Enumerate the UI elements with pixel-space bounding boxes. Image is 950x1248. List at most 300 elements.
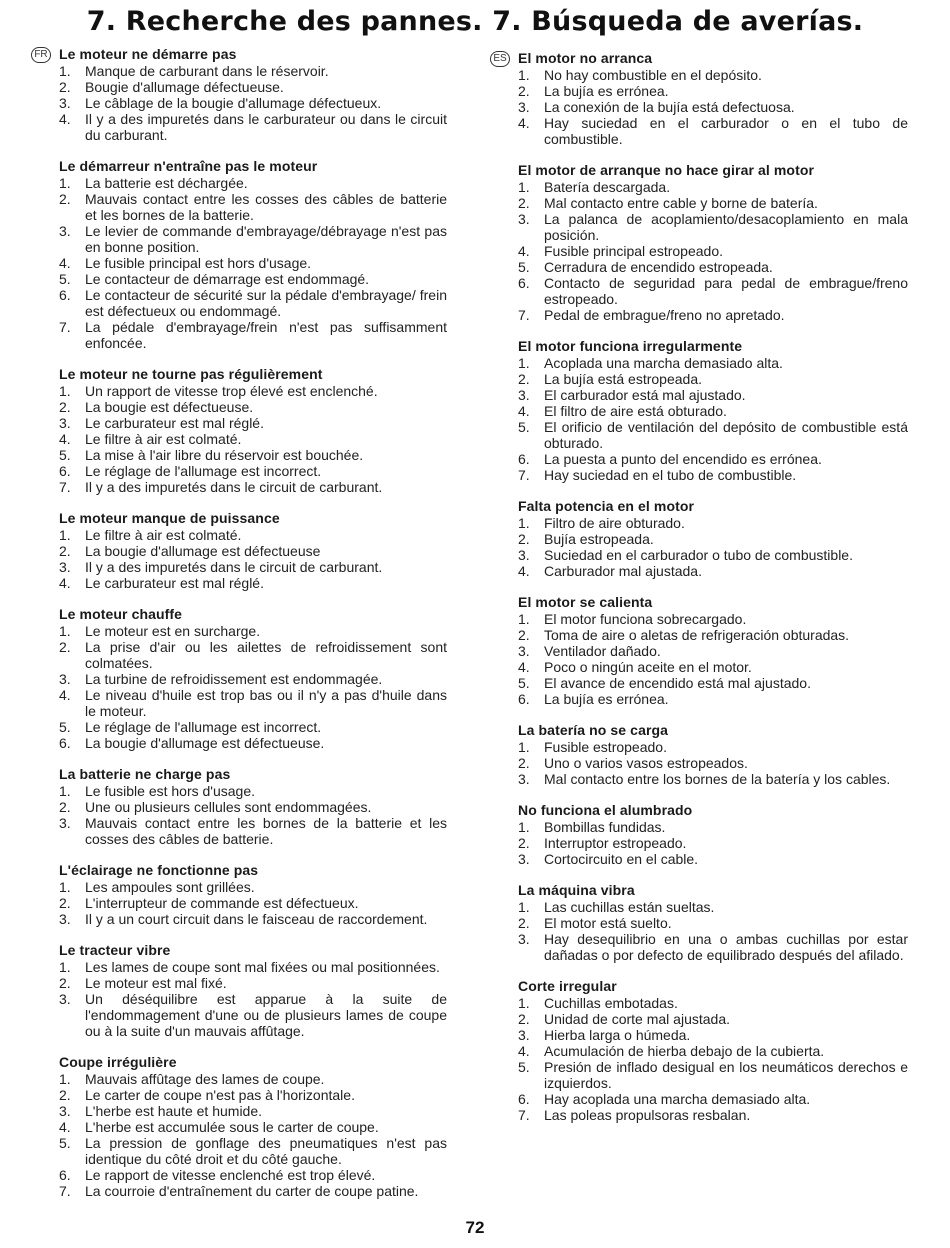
language-badge-es: ES <box>490 51 510 67</box>
troubleshooting-section <box>31 942 449 1039</box>
cause-item <box>490 467 910 483</box>
item-number: 2. <box>59 799 71 815</box>
item-number: 5. <box>518 675 530 691</box>
item-text: Pedal de embrague/freno no apretado. <box>544 307 785 323</box>
item-text: Toma de aire o aletas de refrigeración obturadas. <box>544 627 850 643</box>
cause-item <box>31 479 449 495</box>
cause-item <box>490 451 910 467</box>
item-text: Fusible estropeado. <box>544 739 667 755</box>
cause-item <box>490 1011 910 1027</box>
item-text: Filtro de aire obturado. <box>544 515 685 531</box>
cause-item <box>490 771 910 787</box>
item-number: 2. <box>59 895 71 911</box>
item-number: 1. <box>518 899 530 915</box>
item-text: Le câblage de la bougie d'allumage défectueux. <box>85 95 382 111</box>
item-number: 6. <box>518 275 530 291</box>
item-text: Las cuchillas están sueltas. <box>544 899 715 915</box>
cause-item <box>490 211 910 243</box>
item-number: 1. <box>518 515 530 531</box>
item-text: La bujía es errónea. <box>544 83 669 99</box>
item-number: 1. <box>59 623 71 639</box>
section-heading: La batterie ne charge pas <box>59 766 231 782</box>
item-number: 4. <box>59 1119 71 1135</box>
troubleshooting-section <box>490 338 910 483</box>
troubleshooting-section <box>490 162 910 323</box>
item-number: 4. <box>518 403 530 419</box>
item-number: 2. <box>59 975 71 991</box>
section-heading: Le moteur manque de puissance <box>59 510 280 526</box>
cause-item <box>31 63 449 79</box>
cause-item <box>31 687 449 719</box>
cause-item <box>490 515 910 531</box>
cause-item <box>490 115 910 147</box>
item-text: Il y a des impuretés dans le circuit de carburant. <box>85 479 383 495</box>
item-text: Hay suciedad en el tubo de combustible. <box>544 467 797 483</box>
cause-list <box>31 1071 449 1199</box>
cause-item <box>490 755 910 771</box>
cause-item <box>31 271 449 287</box>
cause-item <box>31 991 449 1039</box>
item-text: Le filtre à air est colmaté. <box>85 431 242 447</box>
cause-item <box>490 1059 910 1091</box>
item-number: 3. <box>518 931 530 947</box>
cause-item <box>31 191 449 223</box>
item-number: 3. <box>518 547 530 563</box>
troubleshooting-section <box>490 978 910 1123</box>
item-text: Il y a un court circuit dans le faisceau de raccordement. <box>85 911 428 927</box>
item-number: 3. <box>518 851 530 867</box>
page-number: 72 <box>465 1218 485 1237</box>
cause-item <box>31 1119 449 1135</box>
cause-item <box>490 531 910 547</box>
cause-item <box>31 1071 449 1087</box>
item-text: Manque de carburant dans le réservoir. <box>85 63 329 79</box>
item-text: La pression de gonflage des pneumatiques n'est pas identique du côté droit et du côté gauche. <box>85 1135 447 1167</box>
cause-item <box>490 899 910 915</box>
cause-item <box>31 415 449 431</box>
item-number: 2. <box>59 639 71 655</box>
item-number: 1. <box>59 383 71 399</box>
page-title: 7. Recherche des pannes. 7. Búsqueda de averías. <box>86 6 864 37</box>
section-heading: Le moteur ne tourne pas régulièrement <box>59 366 323 382</box>
item-text: Les ampoules sont grillées. <box>85 879 255 895</box>
item-text: Hierba larga o húmeda. <box>544 1027 691 1043</box>
cause-item <box>31 879 449 895</box>
cause-item <box>31 79 449 95</box>
item-text: La mise à l'air libre du réservoir est bouchée. <box>85 447 364 463</box>
cause-item <box>490 403 910 419</box>
item-text: Contacto de seguridad para pedal de embrague/freno estropeado. <box>544 275 908 307</box>
item-number: 2. <box>518 627 530 643</box>
cause-item <box>490 371 910 387</box>
item-number: 1. <box>518 819 530 835</box>
item-text: Les lames de coupe sont mal fixées ou mal positionnées. <box>85 959 440 975</box>
cause-item <box>31 783 449 799</box>
item-number: 4. <box>59 431 71 447</box>
cause-item <box>31 399 449 415</box>
cause-item <box>490 931 910 963</box>
troubleshooting-section <box>31 510 449 591</box>
item-number: 1. <box>59 879 71 895</box>
cause-item <box>31 671 449 687</box>
section-heading: No funciona el alumbrado <box>518 802 693 818</box>
cause-list <box>490 739 910 787</box>
section-heading: Le moteur chauffe <box>59 606 183 622</box>
section-heading: La batería no se carga <box>518 722 669 738</box>
cause-item <box>31 719 449 735</box>
item-number: 3. <box>59 671 71 687</box>
item-number: 1. <box>59 175 71 191</box>
cause-item <box>490 275 910 307</box>
item-number: 1. <box>518 611 530 627</box>
item-text: Mauvais contact entre les bornes de la batterie et les cosses des câbles de batterie. <box>85 815 447 847</box>
item-number: 5. <box>59 447 71 463</box>
item-text: Le réglage de l'allumage est incorrect. <box>85 719 322 735</box>
item-text: Le filtre à air est colmaté. <box>85 527 242 543</box>
item-number: 3. <box>59 991 71 1007</box>
item-number: 7. <box>59 479 71 495</box>
cause-list <box>490 67 910 147</box>
item-number: 1. <box>59 959 71 975</box>
cause-item <box>31 1103 449 1119</box>
cause-item <box>31 799 449 815</box>
item-number: 4. <box>59 111 71 127</box>
cause-item <box>490 643 910 659</box>
item-text: Le fusible principal est hors d'usage. <box>85 255 312 271</box>
item-number: 2. <box>59 399 71 415</box>
item-text: Il y a des impuretés dans le circuit de carburant. <box>85 559 383 575</box>
item-text: La bougie d'allumage est défectueuse. <box>85 735 325 751</box>
item-number: 6. <box>518 691 530 707</box>
item-number: 5. <box>59 1135 71 1151</box>
item-text: Hay desequilibrio en una o ambas cuchillas por estar dañadas o por defecto de equilibrado después del afilado. <box>544 931 908 963</box>
item-text: La bujía está estropeada. <box>544 371 703 387</box>
item-text: La palanca de acoplamiento/desacoplamiento en mala posición. <box>544 211 908 243</box>
item-text: Un déséquilibre est apparue à la suite de l'endommagement d'une ou de plusieurs lames de coupe ou à la suite d'un mauvais affûtage. <box>85 991 447 1039</box>
item-text: Le carburateur est mal réglé. <box>85 415 264 431</box>
item-number: 2. <box>59 191 71 207</box>
item-text: El avance de encendido está mal ajustado. <box>544 675 811 691</box>
item-number: 3. <box>518 99 530 115</box>
item-number: 7. <box>59 319 71 335</box>
cause-item <box>490 1027 910 1043</box>
cause-item <box>490 307 910 323</box>
item-number: 6. <box>59 1167 71 1183</box>
cause-item <box>31 639 449 671</box>
item-text: Carburador mal ajustada. <box>544 563 702 579</box>
item-text: La turbine de refroidissement est endommagée. <box>85 671 383 687</box>
item-number: 6. <box>518 1091 530 1107</box>
item-number: 2. <box>518 835 530 851</box>
section-heading: Le démarreur n'entraîne pas le moteur <box>59 158 318 174</box>
cause-item <box>31 527 449 543</box>
item-text: Le carburateur est mal réglé. <box>85 575 264 591</box>
item-text: La batterie est déchargée. <box>85 175 248 191</box>
cause-item <box>31 319 449 351</box>
cause-list <box>490 995 910 1123</box>
cause-item <box>31 623 449 639</box>
item-number: 5. <box>518 259 530 275</box>
cause-item <box>490 739 910 755</box>
item-number: 6. <box>518 451 530 467</box>
item-text: Suciedad en el carburador o tubo de combustible. <box>544 547 853 563</box>
item-text: Le niveau d'huile est trop bas ou il n'y a pas d'huile dans le moteur. <box>85 687 447 719</box>
item-number: 3. <box>59 223 71 239</box>
item-number: 4. <box>59 687 71 703</box>
item-text: El orificio de ventilación del depósito de combustible está obturado. <box>544 419 908 451</box>
cause-item <box>490 611 910 627</box>
item-number: 1. <box>59 1071 71 1087</box>
item-number: 2. <box>518 1011 530 1027</box>
item-text: No hay combustible en el depósito. <box>544 67 762 83</box>
item-text: Mauvais affûtage des lames de coupe. <box>85 1071 325 1087</box>
cause-list <box>31 879 449 927</box>
cause-item <box>31 287 449 319</box>
item-text: Une ou plusieurs cellules sont endommagées. <box>85 799 372 815</box>
item-text: El filtro de aire está obturado. <box>544 403 727 419</box>
item-number: 6. <box>59 287 71 303</box>
item-number: 2. <box>518 371 530 387</box>
cause-item <box>490 915 910 931</box>
cause-list <box>31 783 449 847</box>
item-text: Le rapport de vitesse enclenché est trop élevé. <box>85 1167 376 1183</box>
cause-item <box>31 543 449 559</box>
cause-list <box>490 611 910 707</box>
item-number: 2. <box>518 195 530 211</box>
cause-list <box>490 355 910 483</box>
cause-item <box>31 959 449 975</box>
section-heading: Coupe irrégulière <box>59 1054 177 1070</box>
item-text: La prise d'air ou les ailettes de refroidissement sont colmatées. <box>85 639 447 671</box>
cause-item <box>31 895 449 911</box>
item-number: 7. <box>518 307 530 323</box>
item-text: El carburador está mal ajustado. <box>544 387 746 403</box>
troubleshooting-section <box>490 594 910 707</box>
item-number: 2. <box>518 531 530 547</box>
item-text: Hay acoplada una marcha demasiado alta. <box>544 1091 811 1107</box>
section-heading: El motor se calienta <box>518 594 653 610</box>
item-text: Uno o varios vasos estropeados. <box>544 755 748 771</box>
troubleshooting-section <box>31 158 449 351</box>
item-text: L'herbe est accumulée sous le carter de coupe. <box>85 1119 379 1135</box>
cause-item <box>490 627 910 643</box>
item-number: 2. <box>518 755 530 771</box>
troubleshooting-section <box>490 882 910 963</box>
item-text: La bougie est défectueuse. <box>85 399 254 415</box>
troubleshooting-section <box>31 862 449 927</box>
item-text: La bougie d'allumage est défectueuse <box>85 543 321 559</box>
cause-list <box>490 515 910 579</box>
cause-item <box>490 387 910 403</box>
item-text: Bougie d'allumage défectueuse. <box>85 79 284 95</box>
item-text: La pédale d'embrayage/frein n'est pas suffisamment enfoncée. <box>85 319 447 351</box>
item-text: Mal contacto entre cable y borne de batería. <box>544 195 818 211</box>
item-number: 5. <box>518 1059 530 1075</box>
language-badge-fr: FR <box>31 47 51 63</box>
item-number: 3. <box>518 387 530 403</box>
item-text: El motor funciona sobrecargado. <box>544 611 747 627</box>
item-number: 7. <box>59 1183 71 1199</box>
troubleshooting-section <box>31 1054 449 1199</box>
item-number: 1. <box>518 995 530 1011</box>
item-number: 4. <box>59 255 71 271</box>
cause-item <box>31 1167 449 1183</box>
cause-list <box>490 179 910 323</box>
cause-item <box>490 1043 910 1059</box>
item-text: Presión de inflado desigual en los neumáticos derechos e izquierdos. <box>544 1059 908 1091</box>
troubleshooting-section <box>490 498 910 579</box>
item-number: 2. <box>518 83 530 99</box>
item-number: 2. <box>59 543 71 559</box>
section-heading: El motor de arranque no hace girar al motor <box>518 162 815 178</box>
cause-list <box>490 899 910 963</box>
cause-item <box>490 99 910 115</box>
cause-list <box>31 527 449 591</box>
troubleshooting-section <box>31 46 449 143</box>
cause-list <box>31 175 449 351</box>
item-text: Cerradura de encendido estropeada. <box>544 259 773 275</box>
cause-item <box>490 835 910 851</box>
item-number: 4. <box>518 115 530 131</box>
item-number: 4. <box>518 1043 530 1059</box>
item-text: Poco o ningún aceite en el motor. <box>544 659 752 675</box>
item-text: Bujía estropeada. <box>544 531 654 547</box>
cause-item <box>490 659 910 675</box>
item-number: 5. <box>59 719 71 735</box>
item-text: Un rapport de vitesse trop élevé est enclenché. <box>85 383 378 399</box>
cause-list <box>31 383 449 495</box>
item-number: 3. <box>59 911 71 927</box>
item-number: 3. <box>59 415 71 431</box>
cause-item <box>490 419 910 451</box>
item-text: Fusible principal estropeado. <box>544 243 723 259</box>
cause-item <box>490 691 910 707</box>
spanish-column <box>490 50 910 1138</box>
cause-item <box>31 463 449 479</box>
item-number: 5. <box>59 271 71 287</box>
item-number: 3. <box>59 559 71 575</box>
item-number: 2. <box>59 79 71 95</box>
cause-item <box>490 83 910 99</box>
cause-item <box>31 431 449 447</box>
item-number: 2. <box>518 915 530 931</box>
troubleshooting-section <box>31 766 449 847</box>
cause-item <box>31 911 449 927</box>
item-number: 3. <box>518 1027 530 1043</box>
item-number: 4. <box>518 243 530 259</box>
item-number: 3. <box>518 643 530 659</box>
cause-item <box>31 975 449 991</box>
item-text: Mal contacto entre los bornes de la batería y los cables. <box>544 771 891 787</box>
section-heading: Le tracteur vibre <box>59 942 171 958</box>
item-text: L'interrupteur de commande est défectueux. <box>85 895 359 911</box>
cause-item <box>31 815 449 847</box>
item-number: 6. <box>59 463 71 479</box>
item-text: La courroie d'entraînement du carter de coupe patine. <box>85 1183 419 1199</box>
cause-item <box>31 575 449 591</box>
cause-item <box>490 1091 910 1107</box>
item-text: La bujía es errónea. <box>544 691 669 707</box>
item-text: Le réglage de l'allumage est incorrect. <box>85 463 322 479</box>
item-text: Interruptor estropeado. <box>544 835 687 851</box>
troubleshooting-section <box>490 802 910 867</box>
cause-item <box>31 1183 449 1199</box>
item-number: 4. <box>518 563 530 579</box>
cause-list <box>31 623 449 751</box>
item-number: 1. <box>518 739 530 755</box>
cause-item <box>31 1135 449 1167</box>
item-number: 3. <box>518 211 530 227</box>
item-text: Le contacteur de sécurité sur la pédale d'embrayage/ frein est défectueux ou endommagé. <box>85 287 447 319</box>
cause-item <box>31 175 449 191</box>
cause-item <box>31 255 449 271</box>
item-text: Le moteur est en surcharge. <box>85 623 261 639</box>
item-number: 6. <box>59 735 71 751</box>
cause-item <box>31 735 449 751</box>
item-number: 2. <box>59 1087 71 1103</box>
item-text: Le moteur est mal fixé. <box>85 975 227 991</box>
item-text: Unidad de corte mal ajustada. <box>544 1011 730 1027</box>
item-text: Bombillas fundidas. <box>544 819 666 835</box>
cause-item <box>490 995 910 1011</box>
item-number: 5. <box>518 419 530 435</box>
cause-item <box>490 547 910 563</box>
section-heading: Falta potencia en el motor <box>518 498 695 514</box>
french-column <box>31 46 449 1214</box>
item-text: Las poleas propulsoras resbalan. <box>544 1107 751 1123</box>
item-text: Le carter de coupe n'est pas à l'horizontale. <box>85 1087 355 1103</box>
cause-item <box>31 1087 449 1103</box>
item-text: Ventilador dañado. <box>544 643 661 659</box>
item-number: 3. <box>59 815 71 831</box>
cause-item <box>490 179 910 195</box>
cause-item <box>490 243 910 259</box>
item-number: 4. <box>59 575 71 591</box>
cause-item <box>490 67 910 83</box>
section-heading: L'éclairage ne fonctionne pas <box>59 862 259 878</box>
cause-item <box>31 447 449 463</box>
cause-item <box>490 819 910 835</box>
item-number: 3. <box>518 771 530 787</box>
cause-item <box>490 1107 910 1123</box>
item-text: Le fusible est hors d'usage. <box>85 783 256 799</box>
cause-item <box>490 851 910 867</box>
cause-item <box>490 563 910 579</box>
section-heading: El motor funciona irregularmente <box>518 338 743 354</box>
cause-list <box>31 959 449 1039</box>
item-text: Le contacteur de démarrage est endommagé. <box>85 271 370 287</box>
troubleshooting-section <box>31 606 449 751</box>
item-text: Il y a des impuretés dans le carburateur ou dans le circuit du carburant. <box>85 111 447 143</box>
section-heading: Corte irregular <box>518 978 617 994</box>
item-text: La conexión de la bujía está defectuosa. <box>544 99 795 115</box>
troubleshooting-section <box>31 366 449 495</box>
cause-item <box>490 195 910 211</box>
item-number: 7. <box>518 467 530 483</box>
cause-item <box>31 383 449 399</box>
item-text: Cuchillas embotadas. <box>544 995 678 1011</box>
cause-item <box>31 111 449 143</box>
item-text: Batería descargada. <box>544 179 671 195</box>
section-heading: El motor no arranca <box>518 50 653 66</box>
item-number: 1. <box>518 67 530 83</box>
item-number: 3. <box>59 1103 71 1119</box>
item-text: El motor está suelto. <box>544 915 672 931</box>
cause-item <box>490 355 910 371</box>
item-number: 1. <box>518 179 530 195</box>
item-text: Acoplada una marcha demasiado alta. <box>544 355 783 371</box>
item-number: 1. <box>59 783 71 799</box>
